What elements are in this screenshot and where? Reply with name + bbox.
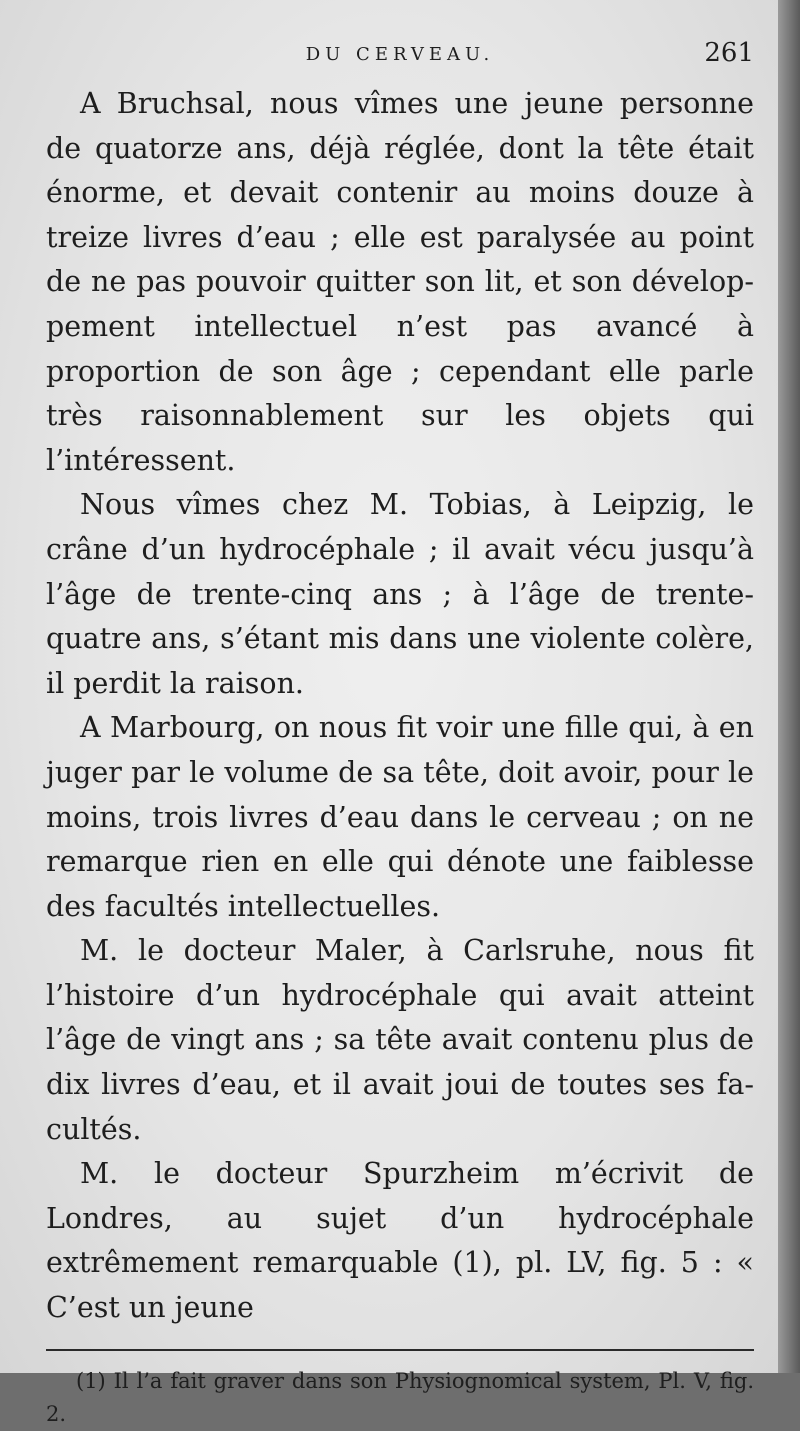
paragraph-bruchsal: A Bruchsal, nous vîmes une jeune personne de quatorze ans, déjà réglée, dont la tête était énorme, et devait contenir au moins douze à treize livres d’eau ; elle est paralysée au point de ne pas pouvoir quitter son lit, et son développement intellectuel n’est pas avancé à proportion de son âge ; cependant elle parle très raisonnablement sur les objets qui l’intéressent. <box>46 87 754 477</box>
page-content <box>46 38 754 1431</box>
paragraph-carlsruhe: M. le docteur Maler, à Carlsruhe, nous fit l’histoire d’un hydrocéphale qui avait atteint l’âge de vingt ans ; sa tête avait contenu plus de dix livres d’eau, et il avait joui de toutes ses facultés. <box>46 934 754 1146</box>
body-text <box>46 82 754 1331</box>
footnotes <box>46 1351 754 1431</box>
page-number: 261 <box>704 38 754 68</box>
paragraph-londres: M. le docteur Spurzheim m’écrivit de Londres, au sujet d’un hydrocéphale extrêmement remarquable (1), pl. LV, fig. 5 : « C’est un jeune <box>46 1157 754 1325</box>
page-header <box>46 38 754 82</box>
footnote-1: (1) Il l’a fait graver dans son Physiognomical system, Pl. V, fig. 2. <box>46 1368 754 1426</box>
paragraph-marbourg: A Marbourg, on nous fit voir une fille qui, à en juger par le volume de sa tête, doit avoir, pour le moins, trois livres d’eau dans le cerveau ; on ne remarque rien en elle qui dénote une faiblesse des facultés intellectuelles. <box>46 711 754 923</box>
running-title: DU CERVEAU. <box>305 44 495 65</box>
scan-edge-shadow <box>778 0 800 1373</box>
paragraph-leipzig: Nous vîmes chez M. Tobias, à Leipzig, le crâne d’un hydrocéphale ; il avait vécu jusqu’à l’âge de trente-cinq ans ; à l’âge de trente-quatre ans, s’étant mis dans une violente colère, il perdit la raison. <box>46 488 754 700</box>
